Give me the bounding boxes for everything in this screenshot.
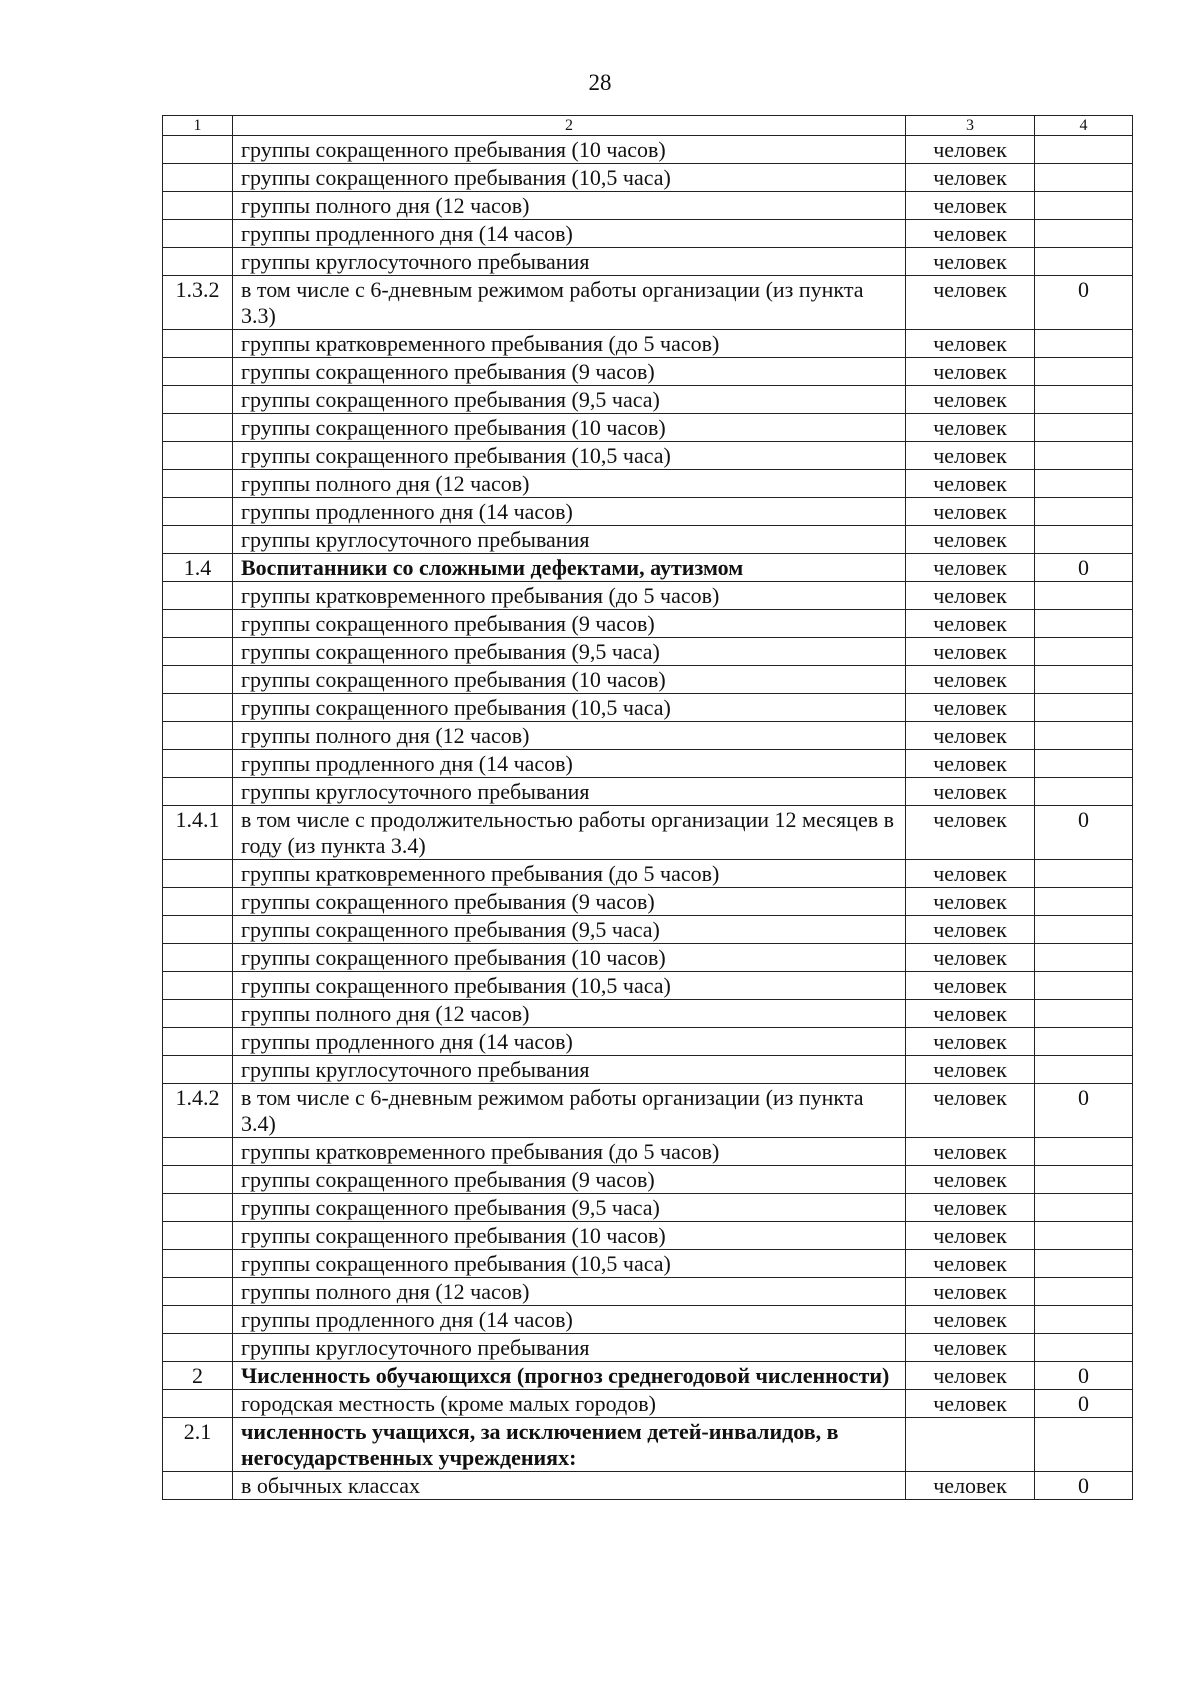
row-number-cell <box>163 386 233 414</box>
row-description-cell: группы круглосуточного пребывания <box>233 1334 906 1362</box>
row-description-cell: группы сокращенного пребывания (9,5 часа) <box>233 638 906 666</box>
table-row <box>163 1390 1133 1418</box>
row-number-cell <box>163 1250 233 1278</box>
row-description-cell: Воспитанники со сложными дефектами, аутизмом <box>233 554 906 582</box>
table-row <box>163 192 1133 220</box>
row-description-cell: группы круглосуточного пребывания <box>233 1056 906 1084</box>
row-unit-cell: человек <box>906 164 1035 192</box>
row-unit-cell: человек <box>906 1056 1035 1084</box>
row-unit-cell: человек <box>906 442 1035 470</box>
row-number-cell <box>163 1194 233 1222</box>
table-row <box>163 1418 1133 1472</box>
row-description-cell: группы сокращенного пребывания (10 часов) <box>233 944 906 972</box>
row-number-cell <box>163 220 233 248</box>
row-value-cell <box>1035 248 1133 276</box>
row-description-cell: группы полного дня (12 часов) <box>233 722 906 750</box>
row-value-cell <box>1035 1418 1133 1472</box>
row-unit-cell: человек <box>906 1278 1035 1306</box>
row-value-cell <box>1035 694 1133 722</box>
row-unit-cell: человек <box>906 276 1035 330</box>
row-number-cell: 1.4.1 <box>163 806 233 860</box>
row-number-cell <box>163 1222 233 1250</box>
row-number-cell <box>163 1390 233 1418</box>
row-number-cell: 2 <box>163 1362 233 1390</box>
table-row <box>163 888 1133 916</box>
row-value-cell <box>1035 192 1133 220</box>
row-value-cell <box>1035 972 1133 1000</box>
row-number-cell <box>163 1056 233 1084</box>
row-value-cell <box>1035 1278 1133 1306</box>
row-description-cell: группы полного дня (12 часов) <box>233 470 906 498</box>
table-row <box>163 526 1133 554</box>
row-description-cell: Численность обучающихся (прогноз среднегодовой численности) <box>233 1362 906 1390</box>
row-description-cell: группы сокращенного пребывания (9 часов) <box>233 358 906 386</box>
row-description-cell: в том числе с 6-дневным режимом работы организации (из пункта 3.3) <box>233 276 906 330</box>
row-value-cell <box>1035 414 1133 442</box>
table-row <box>163 1306 1133 1334</box>
row-number-cell <box>163 1472 233 1500</box>
data-table <box>162 115 1133 1500</box>
row-value-cell <box>1035 164 1133 192</box>
row-number-cell <box>163 358 233 386</box>
row-value-cell <box>1035 526 1133 554</box>
row-unit-cell: человек <box>906 888 1035 916</box>
row-unit-cell: человек <box>906 1390 1035 1418</box>
table-row <box>163 972 1133 1000</box>
row-unit-cell: человек <box>906 220 1035 248</box>
row-unit-cell: человек <box>906 1222 1035 1250</box>
row-number-cell <box>163 638 233 666</box>
table-row <box>163 1084 1133 1138</box>
row-value-cell <box>1035 1334 1133 1362</box>
table-row <box>163 1166 1133 1194</box>
table-row <box>163 330 1133 358</box>
table-row <box>163 722 1133 750</box>
row-unit-cell: человек <box>906 1250 1035 1278</box>
header-col-1: 1 <box>163 116 233 136</box>
table-row <box>163 1194 1133 1222</box>
row-number-cell <box>163 860 233 888</box>
header-col-4: 4 <box>1035 116 1133 136</box>
row-value-cell <box>1035 136 1133 164</box>
row-description-cell: группы сокращенного пребывания (10 часов) <box>233 666 906 694</box>
row-value-cell <box>1035 1222 1133 1250</box>
row-unit-cell: человек <box>906 1306 1035 1334</box>
row-number-cell <box>163 666 233 694</box>
row-number-cell <box>163 164 233 192</box>
row-unit-cell: человек <box>906 1166 1035 1194</box>
row-unit-cell: человек <box>906 666 1035 694</box>
row-number-cell <box>163 916 233 944</box>
row-description-cell: группы сокращенного пребывания (9 часов) <box>233 888 906 916</box>
row-description-cell: группы кратковременного пребывания (до 5 часов) <box>233 330 906 358</box>
table-row <box>163 164 1133 192</box>
row-description-cell: группы круглосуточного пребывания <box>233 526 906 554</box>
row-value-cell <box>1035 470 1133 498</box>
table-row <box>163 582 1133 610</box>
table-row <box>163 498 1133 526</box>
row-value-cell: 0 <box>1035 1362 1133 1390</box>
table-row <box>163 386 1133 414</box>
row-number-cell <box>163 1334 233 1362</box>
row-description-cell: группы продленного дня (14 часов) <box>233 750 906 778</box>
row-value-cell <box>1035 442 1133 470</box>
row-number-cell <box>163 1278 233 1306</box>
row-unit-cell: человек <box>906 778 1035 806</box>
table-row <box>163 1028 1133 1056</box>
row-value-cell: 0 <box>1035 554 1133 582</box>
row-description-cell: группы полного дня (12 часов) <box>233 1000 906 1028</box>
row-description-cell: группы полного дня (12 часов) <box>233 1278 906 1306</box>
row-value-cell <box>1035 498 1133 526</box>
row-value-cell <box>1035 638 1133 666</box>
row-value-cell: 0 <box>1035 1472 1133 1500</box>
page-number: 28 <box>588 70 612 95</box>
row-number-cell <box>163 694 233 722</box>
row-description-cell: группы сокращенного пребывания (9,5 часа) <box>233 386 906 414</box>
row-unit-cell: человек <box>906 694 1035 722</box>
row-description-cell: группы сокращенного пребывания (9,5 часа) <box>233 1194 906 1222</box>
row-unit-cell: человек <box>906 1138 1035 1166</box>
row-number-cell <box>163 582 233 610</box>
row-unit-cell: человек <box>906 610 1035 638</box>
table-row <box>163 248 1133 276</box>
row-value-cell <box>1035 1250 1133 1278</box>
row-number-cell <box>163 888 233 916</box>
table-row <box>163 778 1133 806</box>
row-unit-cell: человек <box>906 1362 1035 1390</box>
row-unit-cell: человек <box>906 554 1035 582</box>
row-value-cell <box>1035 1138 1133 1166</box>
row-description-cell: группы сокращенного пребывания (10,5 часа) <box>233 442 906 470</box>
row-unit-cell: человек <box>906 1472 1035 1500</box>
row-value-cell: 0 <box>1035 276 1133 330</box>
row-description-cell: группы кратковременного пребывания (до 5 часов) <box>233 1138 906 1166</box>
row-number-cell <box>163 248 233 276</box>
row-description-cell: группы продленного дня (14 часов) <box>233 1028 906 1056</box>
row-number-cell <box>163 722 233 750</box>
row-value-cell <box>1035 1194 1133 1222</box>
table-row <box>163 1334 1133 1362</box>
table-row <box>163 610 1133 638</box>
row-number-cell <box>163 1028 233 1056</box>
row-value-cell: 0 <box>1035 806 1133 860</box>
row-description-cell: группы продленного дня (14 часов) <box>233 220 906 248</box>
row-description-cell: в том числе с 6-дневным режимом работы организации (из пункта 3.4) <box>233 1084 906 1138</box>
row-unit-cell: человек <box>906 582 1035 610</box>
row-number-cell <box>163 526 233 554</box>
row-number-cell: 1.3.2 <box>163 276 233 330</box>
row-number-cell <box>163 442 233 470</box>
row-unit-cell: человек <box>906 750 1035 778</box>
row-number-cell <box>163 944 233 972</box>
row-description-cell: городская местность (кроме малых городов) <box>233 1390 906 1418</box>
row-description-cell: группы круглосуточного пребывания <box>233 778 906 806</box>
table-body <box>163 116 1133 1500</box>
table-row <box>163 414 1133 442</box>
table-row <box>163 1278 1133 1306</box>
table-row <box>163 694 1133 722</box>
row-value-cell <box>1035 610 1133 638</box>
table-row <box>163 1250 1133 1278</box>
row-unit-cell: человек <box>906 806 1035 860</box>
row-description-cell: группы сокращенного пребывания (10 часов) <box>233 1222 906 1250</box>
row-description-cell: группы кратковременного пребывания (до 5 часов) <box>233 582 906 610</box>
row-description-cell: группы круглосуточного пребывания <box>233 248 906 276</box>
row-description-cell: группы сокращенного пребывания (9 часов) <box>233 1166 906 1194</box>
table-row <box>163 1362 1133 1390</box>
table-row <box>163 638 1133 666</box>
row-number-cell: 2.1 <box>163 1418 233 1472</box>
row-unit-cell: человек <box>906 972 1035 1000</box>
row-value-cell <box>1035 1000 1133 1028</box>
table-header-row <box>163 116 1133 136</box>
table-row <box>163 750 1133 778</box>
row-value-cell <box>1035 860 1133 888</box>
row-unit-cell: человек <box>906 248 1035 276</box>
row-unit-cell: человек <box>906 638 1035 666</box>
row-description-cell: численность учащихся, за исключением детей-инвалидов, в негосударственных учреждениях: <box>233 1418 906 1472</box>
row-value-cell <box>1035 916 1133 944</box>
row-unit-cell: человек <box>906 358 1035 386</box>
table-row <box>163 1138 1133 1166</box>
row-description-cell: в том числе с продолжительностью работы организации 12 месяцев в году (из пункта 3.4) <box>233 806 906 860</box>
table-row <box>163 1472 1133 1500</box>
table-row <box>163 554 1133 582</box>
row-description-cell: группы сокращенного пребывания (10 часов) <box>233 414 906 442</box>
row-unit-cell: человек <box>906 1334 1035 1362</box>
row-value-cell <box>1035 778 1133 806</box>
row-description-cell: в обычных классах <box>233 1472 906 1500</box>
row-description-cell: группы продленного дня (14 часов) <box>233 1306 906 1334</box>
row-number-cell <box>163 470 233 498</box>
row-number-cell <box>163 750 233 778</box>
row-number-cell <box>163 1000 233 1028</box>
table-row <box>163 666 1133 694</box>
row-value-cell: 0 <box>1035 1084 1133 1138</box>
table-row <box>163 276 1133 330</box>
header-col-3: 3 <box>906 116 1035 136</box>
row-number-cell <box>163 1306 233 1334</box>
table-row <box>163 806 1133 860</box>
table-row <box>163 442 1133 470</box>
row-value-cell <box>1035 1166 1133 1194</box>
row-number-cell: 1.4.2 <box>163 1084 233 1138</box>
row-value-cell <box>1035 582 1133 610</box>
row-unit-cell: человек <box>906 498 1035 526</box>
row-number-cell <box>163 778 233 806</box>
row-value-cell <box>1035 330 1133 358</box>
table-row <box>163 944 1133 972</box>
row-number-cell <box>163 414 233 442</box>
row-description-cell: группы сокращенного пребывания (10,5 часа) <box>233 972 906 1000</box>
row-value-cell <box>1035 750 1133 778</box>
row-description-cell: группы сокращенного пребывания (9,5 часа) <box>233 916 906 944</box>
table-row <box>163 1056 1133 1084</box>
row-value-cell <box>1035 888 1133 916</box>
row-value-cell <box>1035 1028 1133 1056</box>
row-number-cell <box>163 610 233 638</box>
table-row <box>163 1000 1133 1028</box>
table-row <box>163 136 1133 164</box>
row-description-cell: группы сокращенного пребывания (9 часов) <box>233 610 906 638</box>
row-value-cell <box>1035 220 1133 248</box>
row-description-cell: группы сокращенного пребывания (10,5 часа) <box>233 1250 906 1278</box>
row-unit-cell: человек <box>906 1084 1035 1138</box>
row-value-cell <box>1035 386 1133 414</box>
row-number-cell <box>163 972 233 1000</box>
row-value-cell <box>1035 722 1133 750</box>
row-value-cell <box>1035 1306 1133 1334</box>
table-row <box>163 1222 1133 1250</box>
row-value-cell <box>1035 666 1133 694</box>
table-row <box>163 220 1133 248</box>
row-value-cell <box>1035 1056 1133 1084</box>
row-unit-cell: человек <box>906 722 1035 750</box>
row-unit-cell: человек <box>906 916 1035 944</box>
row-unit-cell: человек <box>906 1028 1035 1056</box>
row-unit-cell: человек <box>906 944 1035 972</box>
row-number-cell <box>163 330 233 358</box>
row-unit-cell: человек <box>906 386 1035 414</box>
row-value-cell <box>1035 358 1133 386</box>
row-unit-cell: человек <box>906 470 1035 498</box>
table-row <box>163 358 1133 386</box>
row-unit-cell: человек <box>906 1194 1035 1222</box>
table-row <box>163 860 1133 888</box>
row-number-cell <box>163 1166 233 1194</box>
row-number-cell <box>163 192 233 220</box>
row-unit-cell: человек <box>906 136 1035 164</box>
row-unit-cell: человек <box>906 1000 1035 1028</box>
row-unit-cell <box>906 1418 1035 1472</box>
row-number-cell <box>163 1138 233 1166</box>
row-unit-cell: человек <box>906 330 1035 358</box>
row-description-cell: группы продленного дня (14 часов) <box>233 498 906 526</box>
row-description-cell: группы сокращенного пребывания (10,5 часа) <box>233 694 906 722</box>
header-col-2: 2 <box>233 116 906 136</box>
row-value-cell: 0 <box>1035 1390 1133 1418</box>
row-number-cell <box>163 498 233 526</box>
row-number-cell: 1.4 <box>163 554 233 582</box>
row-number-cell <box>163 136 233 164</box>
row-description-cell: группы сокращенного пребывания (10,5 часа) <box>233 164 906 192</box>
row-description-cell: группы полного дня (12 часов) <box>233 192 906 220</box>
row-description-cell: группы кратковременного пребывания (до 5 часов) <box>233 860 906 888</box>
table-row <box>163 916 1133 944</box>
row-unit-cell: человек <box>906 414 1035 442</box>
table-row <box>163 470 1133 498</box>
row-value-cell <box>1035 944 1133 972</box>
row-unit-cell: человек <box>906 860 1035 888</box>
row-unit-cell: человек <box>906 526 1035 554</box>
row-unit-cell: человек <box>906 192 1035 220</box>
row-description-cell: группы сокращенного пребывания (10 часов) <box>233 136 906 164</box>
